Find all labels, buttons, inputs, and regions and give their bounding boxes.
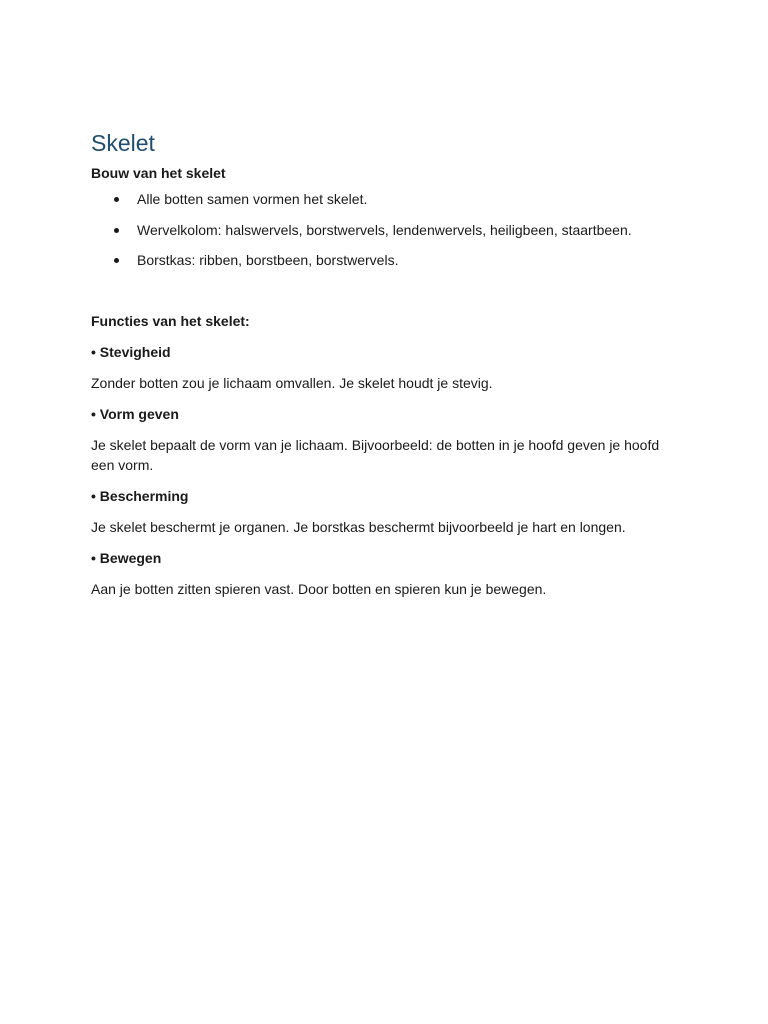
list-item <box>91 189 681 209</box>
function-text-vorm-geven: Je skelet bepaalt de vorm van je lichaam. Bijvoorbeeld: de botten in je hoofd geven je hoofd een vorm. <box>91 436 660 473</box>
function-label-bewegen: • Bewegen <box>91 549 162 566</box>
page-title: Skelet <box>91 130 155 156</box>
function-text-bescherming: Je skelet beschermt je organen. Je borstkas beschermt bijvoorbeeld je hart en longen. <box>91 518 626 535</box>
spacer <box>91 281 681 311</box>
bouw-bullet-list <box>91 189 681 270</box>
function-label-stevigheid: • Stevigheid <box>91 343 171 360</box>
section-heading-bouw: Bouw van het skelet <box>91 165 226 181</box>
function-text-bewegen: Aan je botten zitten spieren vast. Door botten en spieren kun je bewegen. <box>91 580 547 597</box>
section-heading-functies: Functies van het skelet: <box>91 312 250 329</box>
bullet-icon <box>114 228 119 233</box>
function-label-bescherming: • Bescherming <box>91 487 189 504</box>
bullet-icon <box>114 197 119 202</box>
function-label-vorm-geven: • Vorm geven <box>91 405 179 422</box>
list-item-text: Alle botten samen vormen het skelet. <box>137 191 368 207</box>
bullet-icon <box>114 258 119 263</box>
list-item-text: Borstkas: ribben, borstbeen, borstwervels. <box>137 252 399 268</box>
function-text-stevigheid: Zonder botten zou je lichaam omvallen. Je skelet houdt je stevig. <box>91 374 493 391</box>
list-item-text: Wervelkolom: halswervels, borstwervels, lendenwervels, heiligbeen, staartbeen. <box>137 221 632 238</box>
list-item <box>91 220 681 240</box>
list-item <box>91 250 681 270</box>
document-body <box>91 128 681 599</box>
